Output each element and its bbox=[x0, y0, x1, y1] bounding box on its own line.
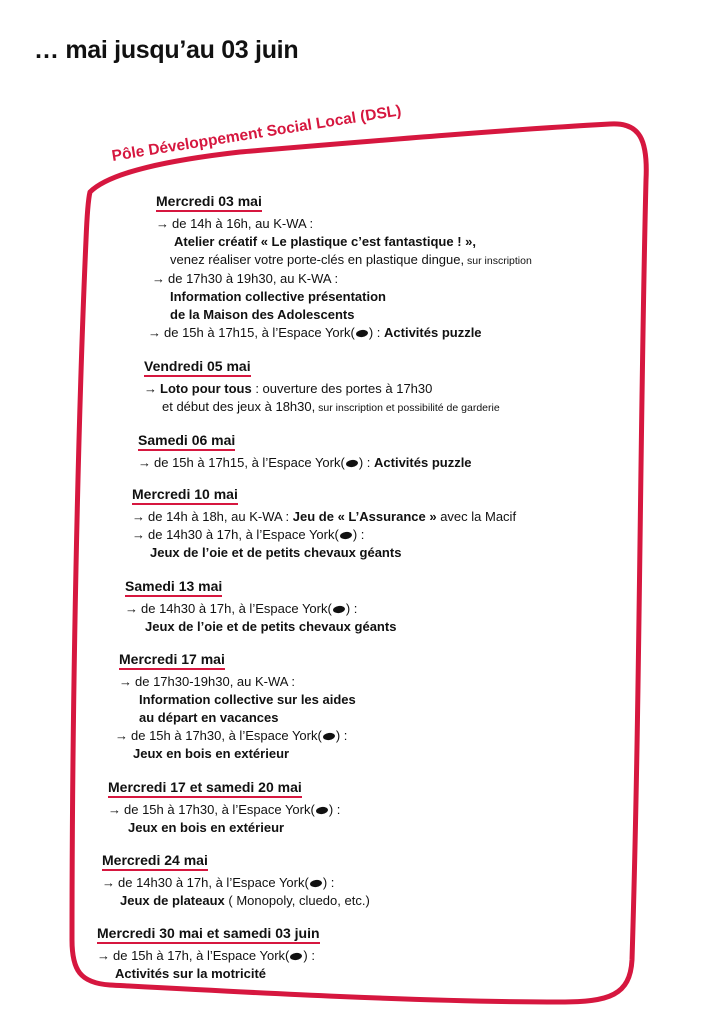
event-line bbox=[145, 618, 396, 636]
location-pill-icon bbox=[345, 459, 358, 468]
event-activity: Jeu de « L’Assurance » bbox=[292, 509, 437, 524]
paren-close: ) bbox=[335, 728, 341, 743]
event-activity: Jeux en bois en extérieur bbox=[133, 746, 290, 761]
arrow-icon: → bbox=[144, 381, 157, 396]
paren-open: ( bbox=[327, 601, 332, 616]
arrow-icon: → bbox=[115, 728, 128, 743]
event-text: et début des jeux à 18h30, bbox=[162, 399, 316, 414]
event-text: : bbox=[357, 527, 365, 542]
arrow-icon: → bbox=[132, 509, 145, 524]
event-date: Mercredi 24 mai bbox=[102, 852, 208, 871]
page-title: … mai jusqu’au 03 juin bbox=[34, 36, 299, 64]
event-text: de 14h30 à 17h, à l’Espace York bbox=[118, 875, 305, 890]
paren-open: ( bbox=[334, 527, 339, 542]
event-activity: Jeux de l’oie et de petits chevaux géants bbox=[150, 545, 402, 560]
event-text: : bbox=[333, 802, 341, 817]
event-block bbox=[115, 651, 356, 763]
event-text: : ouverture des portes à 17h30 bbox=[251, 381, 433, 396]
event-activity: Atelier créatif « Le plastique c’est fantastique ! », bbox=[174, 234, 476, 249]
event-activity: Information collective présentation bbox=[170, 289, 386, 304]
arrow-icon: → bbox=[148, 325, 161, 340]
event-text: : bbox=[350, 601, 358, 616]
paren-close: ) bbox=[368, 325, 374, 340]
event-line bbox=[170, 306, 532, 324]
event-text: de 17h30 à 19h30, au K-WA : bbox=[168, 271, 339, 286]
event-line bbox=[119, 673, 356, 691]
event-line bbox=[115, 727, 356, 745]
event-line bbox=[128, 819, 340, 837]
paren-close: ) bbox=[358, 455, 364, 470]
event-text: de 14h30 à 17h, à l’Espace York bbox=[141, 601, 328, 616]
event-line bbox=[170, 288, 532, 306]
event-date: Mercredi 30 mai et samedi 03 juin bbox=[97, 925, 320, 944]
event-line bbox=[170, 251, 532, 270]
event-note: sur inscription et possibilité de garderie bbox=[315, 402, 500, 414]
event-date: Samedi 13 mai bbox=[125, 578, 222, 597]
location-pill-icon bbox=[355, 329, 368, 338]
event-date: Mercredi 17 et samedi 20 mai bbox=[108, 779, 302, 798]
event-activity: Jeux en bois en extérieur bbox=[128, 820, 285, 835]
event-block bbox=[138, 432, 472, 472]
event-line bbox=[132, 526, 516, 544]
event-line bbox=[162, 398, 500, 417]
event-text: de 15h à 17h15, à l’Espace York bbox=[164, 325, 351, 340]
event-line bbox=[174, 233, 532, 251]
event-block bbox=[144, 358, 500, 417]
event-line bbox=[152, 270, 532, 288]
event-text: : bbox=[307, 948, 315, 963]
event-line bbox=[115, 965, 320, 983]
event-line bbox=[148, 324, 532, 342]
arrow-icon: → bbox=[125, 601, 138, 616]
event-activity: Information collective sur les aides bbox=[139, 692, 356, 707]
event-activity: Activités sur la motricité bbox=[115, 966, 266, 981]
event-line bbox=[125, 600, 396, 618]
event-line bbox=[102, 874, 370, 892]
paren-close: ) bbox=[303, 948, 308, 963]
paren-open: ( bbox=[304, 875, 309, 890]
event-line bbox=[139, 691, 356, 709]
event-activity: de la Maison des Adolescents bbox=[170, 307, 355, 322]
event-note: sur inscription bbox=[464, 255, 532, 267]
paren-close: ) bbox=[328, 802, 334, 817]
arrow-icon: → bbox=[152, 271, 165, 286]
paren-open: ( bbox=[340, 455, 345, 470]
event-block bbox=[97, 925, 320, 983]
event-block bbox=[148, 193, 532, 342]
event-date: Vendredi 05 mai bbox=[144, 358, 251, 377]
event-activity: Activités puzzle bbox=[384, 325, 482, 340]
event-text: de 14h30 à 17h, à l’Espace York bbox=[148, 527, 335, 542]
event-text: ( Monopoly, cluedo, etc.) bbox=[224, 893, 370, 908]
arrow-icon: → bbox=[156, 216, 169, 231]
location-pill-icon bbox=[332, 605, 345, 614]
event-line bbox=[144, 380, 500, 398]
paren-open: ( bbox=[350, 325, 355, 340]
event-text: de 15h à 17h30, à l’Espace York bbox=[131, 728, 318, 743]
paren-open: ( bbox=[310, 802, 315, 817]
event-text: de 14h à 18h, au K-WA : bbox=[148, 509, 293, 524]
arrow-icon: → bbox=[102, 875, 115, 890]
event-block bbox=[125, 578, 396, 636]
event-text: de 15h à 17h30, à l’Espace York bbox=[124, 802, 311, 817]
location-pill-icon bbox=[309, 879, 322, 888]
event-line bbox=[139, 709, 356, 727]
event-line bbox=[132, 508, 516, 526]
location-pill-icon bbox=[290, 952, 303, 961]
section-title: Pôle Développement Social Local (DSL) bbox=[110, 102, 403, 165]
event-activity: au départ en vacances bbox=[139, 710, 279, 725]
arrow-icon: → bbox=[97, 948, 110, 963]
event-date: Mercredi 17 mai bbox=[119, 651, 225, 670]
event-text: : bbox=[363, 455, 375, 470]
event-block bbox=[102, 852, 370, 910]
event-block bbox=[108, 779, 340, 837]
location-pill-icon bbox=[322, 732, 335, 741]
event-text: venez réaliser votre porte-clés en plastique dingue, bbox=[170, 252, 465, 267]
event-text: : bbox=[373, 325, 385, 340]
event-activity: Activités puzzle bbox=[374, 455, 472, 470]
arrow-icon: → bbox=[119, 674, 132, 689]
paren-close: ) bbox=[352, 527, 358, 542]
event-text: avec la Macif bbox=[436, 509, 517, 524]
event-activity: Jeux de plateaux bbox=[120, 893, 225, 908]
event-date: Mercredi 03 mai bbox=[156, 193, 262, 212]
paren-close: ) bbox=[322, 875, 328, 890]
event-line bbox=[120, 892, 370, 910]
event-text: : bbox=[327, 875, 335, 890]
event-line bbox=[138, 454, 472, 472]
event-block bbox=[132, 486, 516, 562]
event-activity: Jeux de l’oie et de petits chevaux géants bbox=[145, 619, 397, 634]
location-pill-icon bbox=[315, 806, 328, 815]
paren-open: ( bbox=[317, 728, 322, 743]
event-text: de 15h à 17h15, à l’Espace York bbox=[154, 455, 341, 470]
event-line bbox=[108, 801, 340, 819]
arrow-icon: → bbox=[138, 455, 151, 470]
paren-open: ( bbox=[285, 948, 290, 963]
event-line bbox=[150, 544, 516, 562]
event-line bbox=[97, 947, 320, 965]
location-pill-icon bbox=[339, 531, 352, 540]
arrow-icon: → bbox=[108, 802, 121, 817]
paren-close: ) bbox=[345, 601, 351, 616]
event-activity: Loto pour tous bbox=[160, 381, 252, 396]
event-text: de 17h30-19h30, au K-WA : bbox=[135, 674, 295, 689]
event-text: de 15h à 17h, à l’Espace York bbox=[113, 948, 286, 963]
event-text: : bbox=[340, 728, 348, 743]
event-line bbox=[156, 215, 532, 233]
event-date: Mercredi 10 mai bbox=[132, 486, 238, 505]
event-text: de 14h à 16h, au K-WA : bbox=[172, 216, 314, 231]
event-line bbox=[133, 745, 356, 763]
arrow-icon: → bbox=[132, 527, 145, 542]
event-date: Samedi 06 mai bbox=[138, 432, 235, 451]
